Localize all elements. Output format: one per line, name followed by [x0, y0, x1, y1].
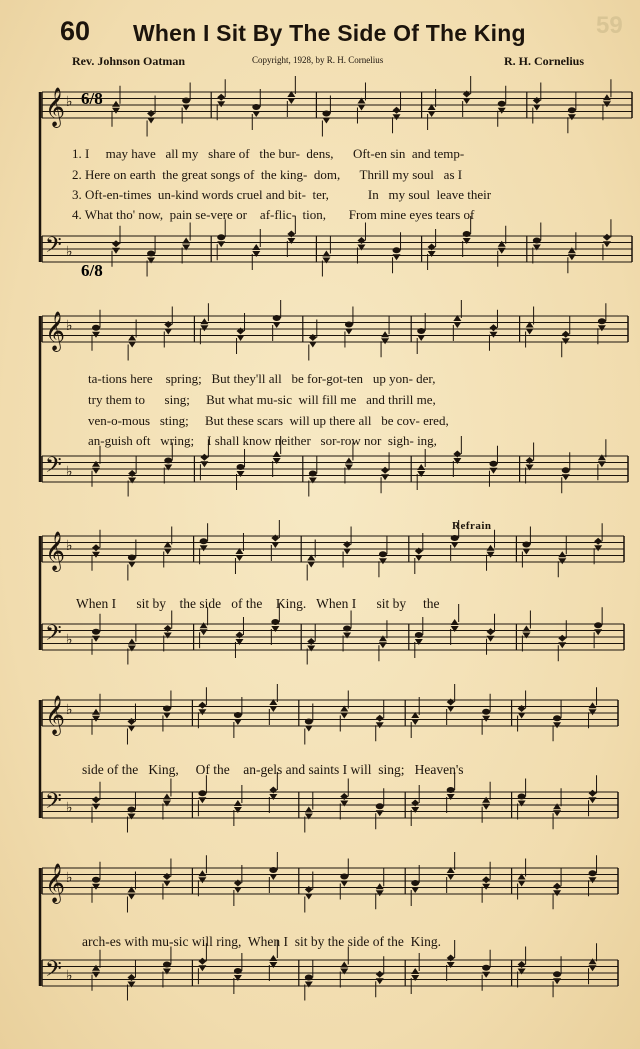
- note-head: [234, 887, 242, 893]
- bass-clef-icon: 𝄢: [45, 789, 62, 819]
- note-head: [381, 467, 389, 474]
- note-head: [322, 118, 330, 124]
- note-head: [518, 794, 526, 800]
- note-head: [533, 238, 541, 244]
- note-head: [322, 251, 330, 257]
- verse2-line1: 2. Here on earth the great songs of the king- dom, Thrill my soul as I: [72, 167, 463, 182]
- note-head: [127, 982, 135, 988]
- note-head: [112, 108, 120, 114]
- note-head: [589, 877, 597, 883]
- note-head: [526, 465, 534, 471]
- note-head: [411, 719, 419, 725]
- note-head: [127, 894, 135, 900]
- note-head: [558, 558, 566, 564]
- note-head: [376, 810, 384, 816]
- note-head: [376, 715, 384, 722]
- note-head: [305, 975, 313, 981]
- note-head: [287, 238, 295, 244]
- note-head: [482, 965, 490, 971]
- note-head: [234, 712, 242, 718]
- note-head: [345, 329, 353, 335]
- note-head: [489, 461, 497, 467]
- note-head: [447, 706, 455, 712]
- note-head: [163, 801, 171, 807]
- note-head: [568, 107, 576, 113]
- note-head: [309, 342, 317, 348]
- note-head: [200, 325, 208, 331]
- note-head: [235, 639, 243, 645]
- note-head: [453, 458, 461, 464]
- note-head: [164, 465, 172, 471]
- note-head: [235, 555, 243, 561]
- note-head: [379, 551, 387, 557]
- note-head: [305, 719, 313, 725]
- note-head: [164, 549, 172, 555]
- note-head: [598, 325, 606, 331]
- verse4-line2: an-guish oft wring; I shall know neither sor-row nor sigh- ing,: [88, 433, 437, 448]
- note-head: [376, 722, 384, 728]
- note-head: [379, 558, 387, 564]
- note-head: [217, 94, 225, 101]
- note-head: [376, 883, 384, 889]
- note-head: [379, 642, 387, 648]
- note-head: [340, 881, 348, 887]
- note-head: [198, 958, 206, 965]
- note-head: [287, 98, 295, 104]
- note-head: [522, 633, 530, 639]
- note-head: [498, 108, 506, 114]
- note-head: [463, 238, 471, 244]
- flat-icon: ♭: [66, 464, 73, 480]
- note-head: [234, 975, 242, 981]
- note-head: [200, 454, 208, 461]
- note-head: [568, 114, 576, 120]
- note-head: [92, 716, 100, 722]
- note-head: [589, 709, 597, 715]
- note-head: [568, 254, 576, 260]
- note-head: [562, 474, 570, 480]
- note-head: [200, 629, 208, 635]
- refrain-line1: When I sit by the side of the King. When I sit by the: [76, 596, 440, 611]
- note-head: [381, 338, 389, 344]
- verse3-line1: 3. Oft-en-times un-kind words cruel and bit- ter, In my soul leave their: [72, 187, 492, 202]
- copyright-notice: Copyright, 1928, by R. H. Cornelius: [252, 55, 384, 65]
- note-head: [252, 111, 260, 117]
- note-head: [92, 461, 100, 467]
- note-head: [305, 894, 313, 900]
- note-head: [198, 870, 206, 876]
- note-head: [269, 867, 277, 873]
- note-head: [198, 877, 206, 883]
- note-head: [533, 105, 541, 111]
- note-head: [589, 790, 597, 797]
- note-head: [487, 545, 495, 551]
- bass-clef-icon: 𝄢: [45, 621, 62, 651]
- note-head: [128, 555, 136, 561]
- flat-icon: ♭: [66, 632, 73, 648]
- note-head: [598, 318, 606, 324]
- note-head: [568, 247, 576, 253]
- note-head: [200, 622, 208, 628]
- note-head: [307, 562, 315, 568]
- note-head: [415, 632, 423, 638]
- note-head: [340, 801, 348, 807]
- flat-icon: ♭: [66, 870, 73, 886]
- note-head: [417, 464, 425, 470]
- note-head: [598, 461, 606, 467]
- treble-clef-icon: 𝄞: [45, 863, 66, 903]
- note-head: [589, 702, 597, 708]
- note-head: [198, 709, 206, 715]
- note-head: [498, 248, 506, 254]
- bass-clef-icon: 𝄢: [45, 233, 62, 263]
- note-head: [252, 251, 260, 257]
- bass-clef-icon: 𝄢: [45, 453, 62, 483]
- note-head: [558, 642, 566, 648]
- note-head: [127, 807, 135, 813]
- svg-text:6/8: 6/8: [81, 89, 103, 108]
- note-head: [487, 628, 495, 635]
- note-head: [553, 803, 561, 809]
- note-head: [271, 619, 279, 625]
- verse1-line1: 1. I may have all my share of the bur- dens, Oft-en sin and temp-: [72, 146, 465, 161]
- note-head: [589, 958, 597, 964]
- note-head: [92, 544, 100, 551]
- note-head: [164, 633, 172, 639]
- flat-icon: ♭: [66, 318, 73, 334]
- note-head: [269, 962, 277, 968]
- note-head: [482, 884, 490, 890]
- note-head: [92, 965, 100, 971]
- note-head: [589, 797, 597, 803]
- note-head: [147, 258, 155, 264]
- note-head: [603, 94, 611, 100]
- verse1-line2: ta-tions here spring; But they'll all be for-got-ten up yon- der,: [88, 371, 436, 386]
- note-head: [553, 810, 561, 816]
- note-head: [273, 315, 281, 321]
- note-head: [594, 545, 602, 551]
- note-head: [164, 329, 172, 335]
- note-head: [603, 234, 611, 241]
- note-head: [92, 877, 100, 883]
- flat-icon: ♭: [66, 800, 73, 816]
- note-head: [447, 794, 455, 800]
- note-head: [411, 975, 419, 981]
- note-head: [237, 335, 245, 341]
- flat-icon: ♭: [66, 94, 73, 110]
- note-head: [92, 629, 100, 635]
- note-head: [411, 807, 419, 813]
- note-head: [343, 626, 351, 632]
- note-head: [198, 790, 206, 796]
- note-head: [92, 796, 100, 803]
- note-head: [411, 887, 419, 893]
- lyricist-credit: Rev. Johnson Oatman: [72, 54, 186, 68]
- note-head: [428, 251, 436, 257]
- note-head: [127, 814, 135, 820]
- note-head: [200, 538, 208, 544]
- note-head: [411, 880, 419, 886]
- note-head: [309, 471, 317, 477]
- note-head: [598, 454, 606, 460]
- note-head: [451, 535, 459, 541]
- note-head: [447, 787, 455, 793]
- note-head: [273, 458, 281, 464]
- note-head: [603, 101, 611, 107]
- note-head: [594, 538, 602, 545]
- note-head: [252, 244, 260, 250]
- note-head: [92, 636, 100, 642]
- note-head: [309, 478, 317, 484]
- note-head: [269, 794, 277, 800]
- flat-icon: ♭: [66, 244, 73, 260]
- note-head: [128, 342, 136, 348]
- note-head: [562, 331, 570, 338]
- note-head: [198, 965, 206, 971]
- note-head: [92, 884, 100, 890]
- note-head: [415, 639, 423, 645]
- note-head: [553, 890, 561, 896]
- note-head: [127, 726, 135, 732]
- note-head: [92, 468, 100, 474]
- note-head: [307, 646, 315, 652]
- note-head: [163, 713, 171, 719]
- note-head: [553, 722, 561, 728]
- note-head: [526, 329, 534, 335]
- note-head: [417, 335, 425, 341]
- bass-clef-icon: 𝄢: [45, 957, 62, 987]
- note-head: [415, 555, 423, 561]
- note-head: [522, 542, 530, 548]
- note-head: [163, 794, 171, 800]
- note-head: [92, 709, 100, 715]
- note-head: [92, 325, 100, 331]
- note-head: [518, 801, 526, 807]
- note-head: [376, 971, 384, 978]
- note-head: [217, 241, 225, 247]
- note-head: [417, 328, 425, 334]
- note-head: [305, 726, 313, 732]
- note-head: [562, 467, 570, 473]
- note-head: [164, 458, 172, 464]
- note-head: [522, 549, 530, 555]
- composer-credit: R. H. Cornelius: [504, 54, 585, 68]
- note-head: [237, 464, 245, 470]
- note-head: [558, 635, 566, 642]
- note-head: [345, 322, 353, 328]
- note-head: [92, 332, 100, 338]
- note-head: [447, 962, 455, 968]
- note-head: [163, 962, 171, 968]
- note-head: [553, 883, 561, 890]
- note-head: [533, 245, 541, 251]
- note-head: [487, 552, 495, 558]
- note-head: [128, 478, 136, 484]
- note-head: [234, 719, 242, 725]
- note-head: [428, 111, 436, 117]
- note-head: [489, 324, 497, 331]
- note-head: [417, 471, 425, 477]
- note-head: [562, 338, 570, 344]
- note-head: [453, 322, 461, 328]
- treble-clef-icon: 𝄞: [45, 311, 66, 351]
- note-head: [376, 978, 384, 984]
- hymn-number: 60: [60, 16, 91, 46]
- note-head: [482, 972, 490, 978]
- note-head: [234, 807, 242, 813]
- note-head: [553, 715, 561, 721]
- note-head: [553, 978, 561, 984]
- note-head: [482, 804, 490, 810]
- note-head: [376, 803, 384, 809]
- note-head: [200, 545, 208, 551]
- flat-icon: ♭: [66, 702, 73, 718]
- note-head: [305, 807, 313, 813]
- note-head: [112, 240, 120, 247]
- note-head: [340, 713, 348, 719]
- note-head: [498, 241, 506, 247]
- note-head: [393, 107, 401, 114]
- note-head: [393, 114, 401, 120]
- note-head: [147, 118, 155, 124]
- verse4-line1: 4. What tho' now, pain se-vere or af-flic- tion, From mine eyes tears of: [72, 207, 475, 222]
- note-head: [518, 881, 526, 887]
- note-head: [269, 706, 277, 712]
- note-head: [594, 629, 602, 635]
- treble-clef-icon: 𝄞: [45, 695, 66, 735]
- flat-icon: ♭: [66, 538, 73, 554]
- note-head: [128, 639, 136, 645]
- verse2-line2: try them to sing; But what mu-sic will fill me and thrill me,: [88, 392, 436, 407]
- note-head: [393, 247, 401, 253]
- note-head: [340, 969, 348, 975]
- note-head: [128, 646, 136, 652]
- treble-clef-icon: 𝄞: [45, 531, 66, 571]
- note-head: [393, 254, 401, 260]
- note-head: [345, 458, 353, 464]
- note-head: [589, 965, 597, 971]
- note-head: [381, 331, 389, 337]
- svg-text:6/8: 6/8: [81, 261, 103, 280]
- note-head: [273, 322, 281, 328]
- note-head: [269, 874, 277, 880]
- refrain-line2: side of the King, Of the an-gels and saints I will sing; Heaven's: [82, 762, 464, 777]
- refrain-line3: arch-es with mu-sic will ring, When I sit by the side of the King.: [82, 934, 441, 949]
- note-head: [518, 713, 526, 719]
- note-head: [357, 245, 365, 251]
- hymn-title: When I Sit By The Side Of The King: [133, 20, 526, 46]
- note-head: [198, 702, 206, 709]
- note-head: [200, 461, 208, 467]
- note-head: [112, 101, 120, 107]
- note-head: [271, 626, 279, 632]
- note-head: [381, 474, 389, 480]
- note-head: [376, 890, 384, 896]
- note-head: [237, 471, 245, 477]
- refrain-label: Refrain: [452, 520, 492, 532]
- flat-icon: ♭: [66, 968, 73, 984]
- note-head: [163, 706, 171, 712]
- note-head: [482, 716, 490, 722]
- note-head: [603, 241, 611, 247]
- note-head: [487, 636, 495, 642]
- note-head: [345, 465, 353, 471]
- note-head: [234, 968, 242, 974]
- note-head: [182, 245, 190, 251]
- note-head: [112, 248, 120, 254]
- note-head: [343, 549, 351, 555]
- note-head: [558, 551, 566, 557]
- note-head: [252, 104, 260, 110]
- note-head: [92, 972, 100, 978]
- note-head: [182, 238, 190, 244]
- note-head: [447, 874, 455, 880]
- note-head: [128, 562, 136, 568]
- note-head: [411, 968, 419, 974]
- note-head: [482, 709, 490, 715]
- note-head: [489, 468, 497, 474]
- note-head: [518, 969, 526, 975]
- treble-clef-icon: 𝄞: [45, 87, 66, 127]
- note-head: [322, 111, 330, 117]
- note-head: [379, 635, 387, 641]
- note-head: [92, 804, 100, 810]
- note-head: [489, 332, 497, 338]
- note-head: [198, 797, 206, 803]
- note-head: [147, 251, 155, 257]
- note-head: [357, 105, 365, 111]
- note-head: [482, 876, 490, 883]
- note-head: [340, 962, 348, 968]
- note-head: [463, 98, 471, 104]
- note-head: [217, 234, 225, 240]
- note-head: [451, 542, 459, 548]
- note-head: [322, 258, 330, 264]
- verse3-line2: ven-o-mous sting; But these scars will up there all be cov- ered,: [88, 413, 449, 428]
- note-head: [182, 98, 190, 104]
- note-head: [340, 874, 348, 880]
- note-head: [92, 552, 100, 558]
- note-head: [163, 969, 171, 975]
- note-head: [553, 971, 561, 977]
- note-head: [522, 626, 530, 632]
- note-head: [451, 626, 459, 632]
- note-head: [269, 955, 277, 961]
- note-head: [594, 622, 602, 628]
- note-head: [482, 797, 490, 803]
- note-head: [498, 101, 506, 107]
- note-head: [200, 318, 208, 324]
- bleed-through-number: 59: [596, 12, 623, 39]
- note-head: [163, 881, 171, 887]
- note-head: [589, 870, 597, 876]
- note-head: [305, 982, 313, 988]
- note-head: [451, 619, 459, 625]
- note-head: [463, 231, 471, 237]
- note-head: [271, 542, 279, 548]
- note-head: [217, 101, 225, 107]
- note-head: [343, 633, 351, 639]
- note-head: [273, 451, 281, 457]
- note-head: [234, 800, 242, 806]
- note-head: [305, 814, 313, 820]
- note-head: [182, 105, 190, 111]
